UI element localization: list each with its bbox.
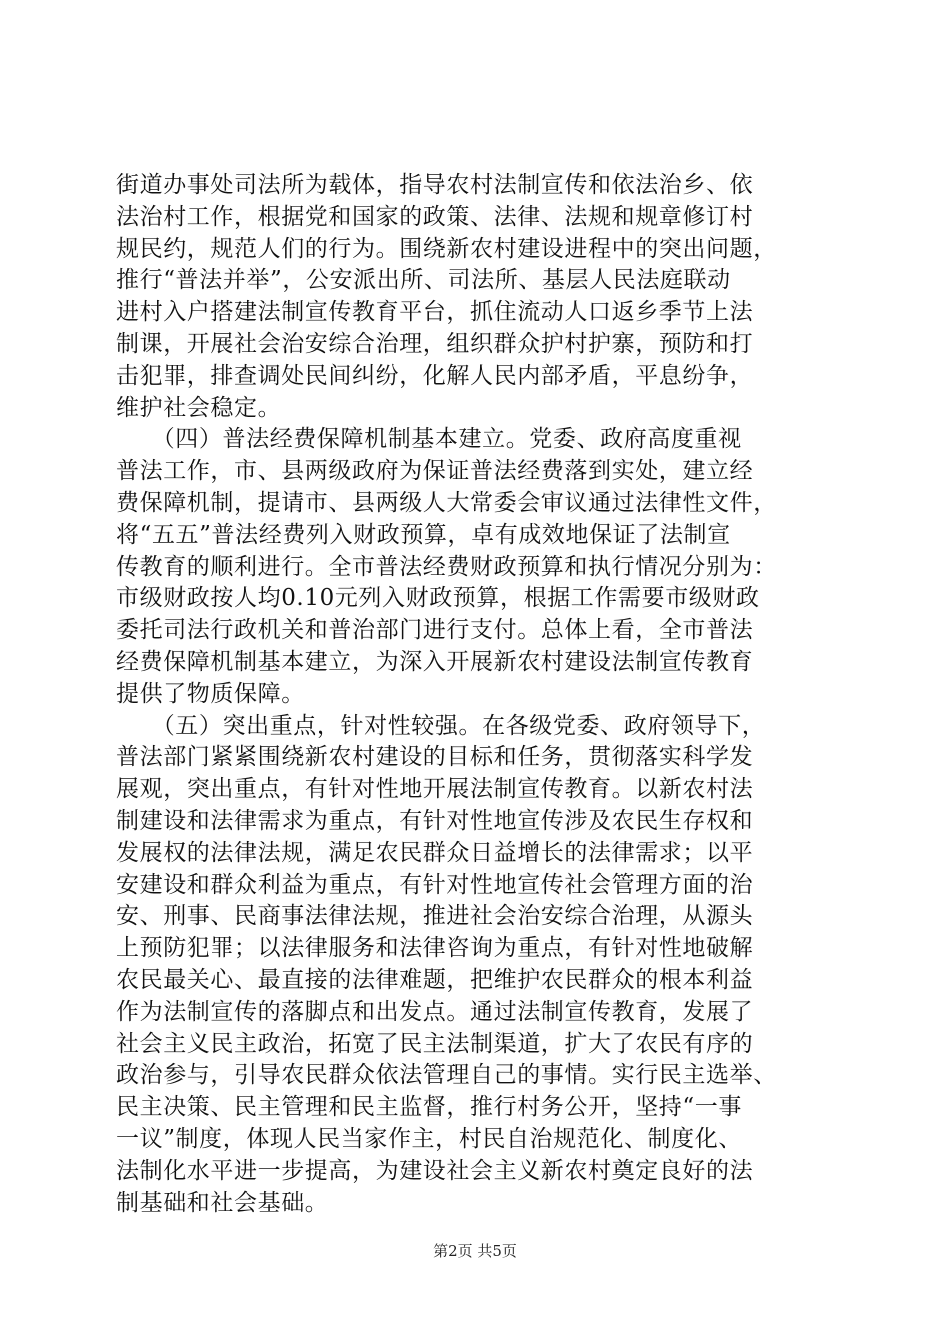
text-line: 法治村工作，根据党和国家的政策、法律、法规和规章修订村	[116, 203, 754, 230]
text-line: 将“五五”普法经费列入财政预算，卓有成效地保证了法制宣	[116, 521, 731, 548]
text-line: 进村入户搭建法制宣传教育平台，抓住流动人口返乡季节上法	[116, 299, 754, 326]
text-line: 农民最关心、最直接的法律难题，把维护农民群众的根本利益	[116, 966, 754, 993]
text-line: 维护社会稳定。	[116, 394, 282, 421]
text-line: 一议”制度，体现人民当家作主，村民自治规范化、制度化、	[116, 1125, 742, 1152]
text-line: 传教育的顺利进行。全市普法经费财政预算和执行情况分别为：	[116, 553, 777, 580]
text-line: 费保障机制，提请市、县两级人大常委会审议通过法律性文件，	[116, 489, 777, 516]
text-line: 提供了物质保障。	[116, 680, 305, 707]
text-line: 社会主义民主政治，拓宽了民主法制渠道，扩大了农民有序的	[116, 1030, 754, 1057]
text-line: 规民约，规范人们的行为。围绕新农村建设进程中的突出问题，	[116, 235, 777, 262]
text-line: 安建设和群众利益为重点，有针对性地宣传社会管理方面的治	[116, 871, 754, 898]
text-line: （四）普法经费保障机制基本建立。党委、政府高度重视	[116, 426, 742, 453]
text-line: 政治参与，引导农民群众依法管理自己的事情。实行民主选举、	[116, 1062, 777, 1089]
text-line: 制基础和社会基础。	[116, 1189, 329, 1216]
text-line: 击犯罪，排查调处民间纠纷，化解人民内部矛盾，平息纷争，	[116, 362, 754, 389]
text-line: 展观，突出重点，有针对性地开展法制宣传教育。以新农村法	[116, 776, 754, 803]
text-line: 制课，开展社会治安综合治理，组织群众护村护寨，预防和打	[116, 330, 754, 357]
text-line: 制建设和法律需求为重点，有针对性地宣传涉及农民生存权和	[116, 807, 754, 834]
text-line: （五）突出重点，针对性较强。在各级党委、政府领导下，	[116, 712, 766, 739]
text-line: 委托司法行政机关和普治部门进行支付。总体上看，全市普法	[116, 617, 754, 644]
text-line: 推行“普法并举”，公安派出所、司法所、基层人民法庭联动	[116, 267, 731, 294]
document-body	[116, 170, 836, 1219]
text-line: 普法部门紧紧围绕新农村建设的目标和任务，贯彻落实科学发	[116, 744, 754, 771]
text-line: 发展权的法律法规，满足农民群众日益增长的法律需求；以平	[116, 839, 754, 866]
text-line: 街道办事处司法所为载体，指导农村法制宣传和依法治乡、依	[116, 172, 754, 198]
text-line: 作为法制宣传的落脚点和出发点。通过法制宣传教育，发展了	[116, 998, 754, 1025]
text-line: 市级财政按人均0.10元列入财政预算，根据工作需要市级财政	[116, 585, 760, 612]
page-footer: 第2页 共5页	[433, 1242, 517, 1260]
text-line: 民主决策、民主管理和民主监督，推行村务公开，坚持“一事	[116, 1094, 742, 1121]
text-line: 法制化水平进一步提高，为建设社会主义新农村奠定良好的法	[116, 1157, 754, 1184]
text-line: 安、刑事、民商事法律法规，推进社会治安综合治理，从源头	[116, 903, 754, 930]
text-line: 普法工作，市、县两级政府为保证普法经费落到实处，建立经	[116, 458, 754, 485]
text-line: 经费保障机制基本建立，为深入开展新农村建设法制宣传教育	[116, 648, 754, 675]
text-line: 上预防犯罪；以法律服务和法律咨询为重点，有针对性地破解	[116, 935, 754, 962]
